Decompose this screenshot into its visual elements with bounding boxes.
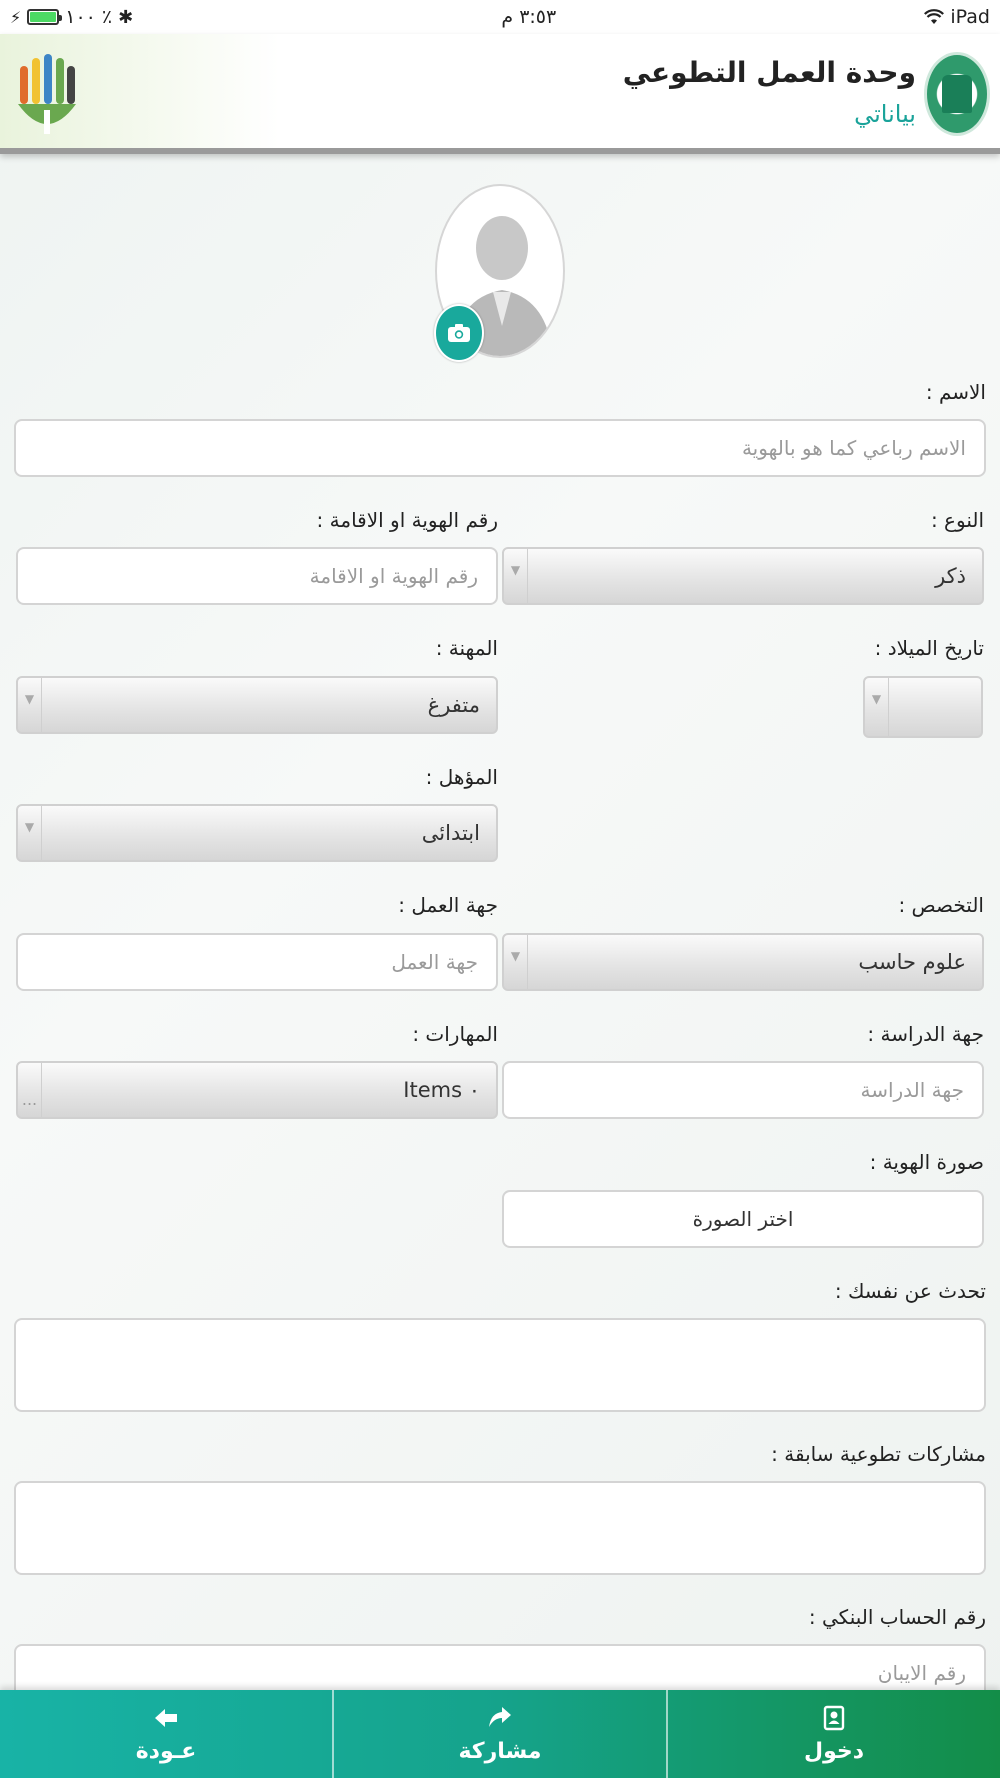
status-left: [10, 6, 133, 28]
camera-icon: [447, 323, 471, 343]
bank-account-label: رقم الحساب البنكي :: [808, 1605, 986, 1629]
qualification-label: المؤهل :: [425, 765, 498, 789]
status-bar: [0, 0, 1000, 34]
wifi-icon: [924, 9, 944, 25]
app-header: [0, 34, 1000, 154]
employer-placeholder: جهة العمل: [391, 950, 478, 974]
skills-select[interactable]: [16, 1061, 498, 1119]
chevron-down-icon: ▼: [18, 678, 42, 732]
riyadh-logo-icon: [924, 52, 990, 136]
gender-value: ذكر: [935, 564, 966, 588]
gender-label: النوع :: [930, 508, 984, 532]
id-number-placeholder: رقم الهوية او الاقامة: [309, 564, 478, 588]
more-icon: ...: [18, 1063, 42, 1117]
qualification-value: ابتدائى: [421, 821, 480, 845]
charging-icon: ⚡: [10, 7, 22, 27]
birth-date-label: تاريخ الميلاد :: [874, 636, 984, 660]
specialization-select[interactable]: [502, 933, 984, 991]
header-subtitle: بياناتي: [854, 100, 916, 128]
study-place-placeholder: جهة الدراسة: [860, 1078, 964, 1102]
chevron-down-icon: ▼: [504, 935, 528, 989]
share-arrow-icon: [487, 1705, 513, 1731]
skills-label: المهارات :: [412, 1022, 498, 1046]
login-button[interactable]: [666, 1690, 1000, 1778]
id-number-input[interactable]: [16, 547, 498, 605]
gender-select[interactable]: [502, 547, 984, 605]
chevron-down-icon: ▼: [504, 549, 528, 603]
header-title: وحدة العمل التطوعي: [622, 56, 916, 89]
chevron-down-icon: ▼: [865, 678, 889, 736]
qualification-select[interactable]: [16, 804, 498, 862]
profession-select[interactable]: [16, 676, 498, 734]
about-textarea[interactable]: [14, 1318, 986, 1412]
id-image-label: صورة الهوية :: [869, 1150, 984, 1174]
employer-input[interactable]: [16, 933, 498, 991]
camera-button[interactable]: [434, 304, 484, 362]
share-button[interactable]: [332, 1690, 666, 1778]
about-label: تحدث عن نفسك :: [834, 1279, 986, 1303]
name-placeholder: الاسم رباعي كما هو بالهوية: [741, 436, 966, 460]
contact-card-icon: [821, 1705, 847, 1731]
name-input[interactable]: [14, 419, 986, 477]
study-place-input[interactable]: [502, 1061, 984, 1119]
bluetooth-icon: ✱: [118, 6, 134, 28]
status-time: ٣:٥٣ م: [501, 6, 557, 28]
previous-participation-label: مشاركات تطوعية سابقة :: [771, 1442, 986, 1466]
id-number-label: رقم الهوية او الاقامة :: [316, 508, 498, 532]
study-place-label: جهة الدراسة :: [867, 1022, 984, 1046]
share-label: مشاركة: [458, 1738, 542, 1764]
specialization-value: علوم حاسب: [858, 950, 966, 974]
bottom-nav: [0, 1690, 1000, 1778]
birth-date-select[interactable]: [863, 676, 983, 738]
name-label: الاسم :: [925, 380, 986, 404]
device-name: iPad: [950, 6, 990, 28]
profession-label: المهنة :: [435, 636, 498, 660]
status-right: [924, 6, 990, 28]
previous-participation-textarea[interactable]: [14, 1481, 986, 1575]
profession-value: متفرغ: [427, 693, 480, 717]
choose-image-button[interactable]: اختر الصورة: [502, 1190, 984, 1248]
skills-value: ٠ Items: [403, 1078, 480, 1102]
employer-label: جهة العمل :: [398, 893, 498, 917]
iban-placeholder: رقم الايبان: [877, 1661, 966, 1685]
specialization-label: التخصص :: [898, 893, 984, 917]
login-label: دخول: [803, 1738, 865, 1764]
back-button[interactable]: [0, 1690, 332, 1778]
back-label: عـودة: [135, 1738, 197, 1764]
chevron-down-icon: ▼: [18, 806, 42, 860]
volunteer-hands-logo-icon: [10, 44, 84, 144]
battery-percent: ١٠٠ ٪: [65, 6, 113, 28]
arrow-left-icon: [153, 1705, 179, 1731]
battery-icon: [27, 9, 59, 25]
